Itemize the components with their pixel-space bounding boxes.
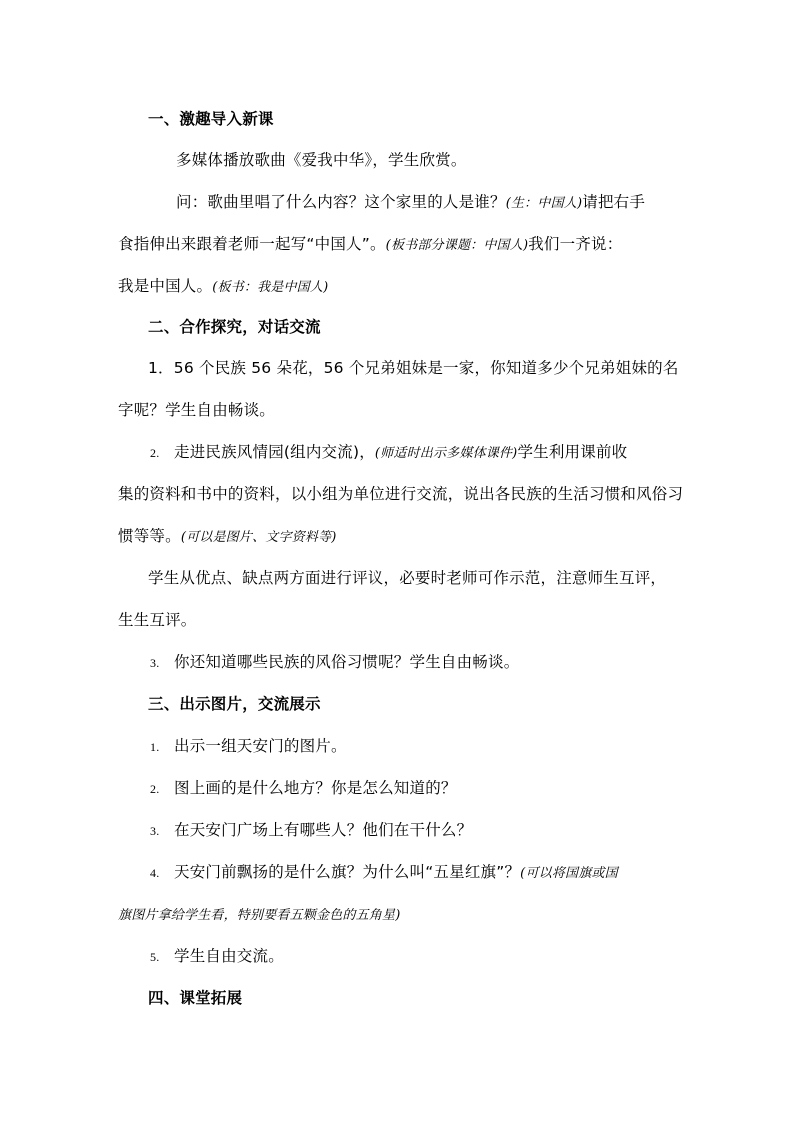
section-heading-1: 一、激趣导入新课 — [148, 110, 274, 128]
text: 食指伸出来跟着老师一起写“中国人”。 — [118, 235, 386, 253]
section-heading-3: 三、出示图片，交流展示 — [148, 695, 321, 713]
section-heading-4: 四、课堂拓展 — [148, 989, 243, 1007]
item-text: 天安门前飘扬的是什么旗？为什么叫“五星红旗”？ — [174, 863, 521, 881]
item-text: 56 个民族 56 朵花，56 个兄弟姐妹是一家，你知道多少个兄弟姐妹的名 — [173, 359, 679, 377]
paragraph-line — [118, 276, 328, 298]
list-item — [150, 946, 284, 967]
note: (生：中国人) — [505, 196, 583, 211]
item-number: 4. — [150, 866, 160, 880]
list-item — [150, 736, 347, 757]
item-text: 走进民族风情园(组内交流)， — [174, 443, 375, 461]
item-number: 1． — [148, 359, 174, 377]
item-number: 1. — [150, 740, 160, 754]
item-text: 你还知道哪些民族的风俗习惯呢？学生自由畅谈。 — [174, 653, 520, 671]
item-text: 学生利用课前收 — [517, 443, 628, 461]
item-number: 2. — [150, 782, 160, 796]
text: 惯等等。 — [118, 527, 181, 545]
item-number: 2. — [150, 446, 160, 460]
item-number: 3. — [150, 656, 160, 670]
note: (板书：我是中国人) — [212, 280, 329, 295]
paragraph-line — [176, 192, 645, 214]
list-item — [148, 358, 679, 378]
text: 我是中国人。 — [118, 277, 213, 295]
note: (板书部分课题：中国人) — [385, 238, 529, 253]
item-number: 3. — [150, 824, 160, 838]
note: (师适时出示多媒体课件) — [374, 446, 518, 461]
text: 问：歌曲里唱了什么内容？这个家里的人是谁？ — [176, 193, 506, 211]
list-item-continuation: 字呢？学生自由畅谈。 — [118, 401, 276, 419]
note: 旗图片拿给学生看，特别要看五颗金色的五角星) — [118, 908, 401, 923]
item-text: 出示一组天安门的图片。 — [174, 737, 347, 755]
note: (可以将国旗或国 — [520, 866, 618, 881]
list-item-continuation: 集的资料和书中的资料，以小组为单位进行交流，说出各民族的生活习惯和风俗习 — [118, 485, 684, 503]
text: 请把右手 — [582, 193, 646, 211]
list-item — [150, 820, 472, 841]
list-item — [150, 778, 457, 799]
note: (可以是图片、文字资料等) — [180, 530, 337, 545]
list-item-continuation — [118, 526, 337, 548]
paragraph: 多媒体播放歌曲《爱我中华》，学生欣赏。 — [176, 151, 467, 169]
paragraph: 学生从优点、缺点两方面进行评议，必要时老师可作示范，注意师生互评， — [148, 569, 667, 587]
item-text: 在天安门广场上有哪些人？他们在干什么？ — [174, 821, 473, 839]
list-item — [150, 652, 519, 673]
item-text: 图上画的是什么地方？你是怎么知道的？ — [174, 779, 457, 797]
list-item — [150, 442, 627, 464]
list-item — [150, 862, 618, 884]
item-number: 5. — [150, 950, 160, 964]
paragraph-continuation: 生生互评。 — [118, 611, 197, 629]
section-heading-2: 二、合作探究，对话交流 — [148, 318, 321, 336]
text: 我们一齐说： — [528, 235, 623, 253]
paragraph-line — [118, 234, 622, 256]
list-item-continuation — [118, 904, 400, 926]
item-text: 学生自由交流。 — [174, 947, 284, 965]
